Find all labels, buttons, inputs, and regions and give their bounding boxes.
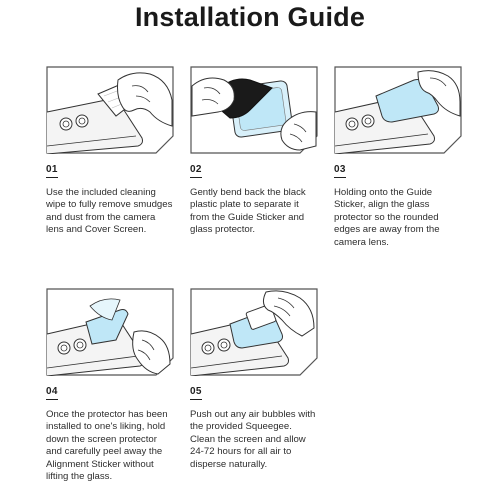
step-2 bbox=[190, 66, 322, 237]
step-5-number: 05 bbox=[190, 386, 202, 400]
step-2-description: Gently bend back the black plastic plate to separate it from the Guide Sticker and glass protector. bbox=[190, 187, 306, 236]
step-3-number: 03 bbox=[334, 164, 346, 178]
step-1-number: 01 bbox=[46, 164, 58, 178]
step-3-illustration bbox=[334, 66, 462, 154]
peel-sticker-illustration bbox=[46, 288, 174, 376]
step-4 bbox=[46, 288, 178, 483]
step-2-illustration bbox=[190, 66, 318, 154]
step-5-illustration bbox=[190, 288, 318, 376]
step-1 bbox=[46, 66, 178, 237]
step-4-illustration bbox=[46, 288, 174, 376]
cleaning-wipe-illustration bbox=[46, 66, 174, 154]
step-5-description: Push out any air bubbles with the provided Squeegee. Clean the screen and allow 24-72 hours for all air to disperse naturally. bbox=[190, 409, 316, 470]
align-protector-illustration bbox=[334, 66, 462, 154]
squeegee-illustration bbox=[190, 288, 318, 376]
step-5 bbox=[190, 288, 322, 471]
step-4-description: Once the protector has been installed to one's liking, hold down the screen protector and carefully peel away the Alignment Sticker without lifting the glass. bbox=[46, 409, 168, 483]
step-2-number: 02 bbox=[190, 164, 202, 178]
step-3-description: Holding onto the Guide Sticker, align the glass protector so the rounded edges are away from the camera lens. bbox=[334, 187, 440, 248]
step-1-description: Use the included cleaning wipe to fully remove smudges and dust from the camera lens and Cover Screen. bbox=[46, 187, 173, 236]
page-title: Installation Guide bbox=[134, 2, 366, 32]
step-1-illustration bbox=[46, 66, 174, 154]
step-3 bbox=[334, 66, 466, 249]
plastic-plate-illustration bbox=[190, 66, 318, 154]
step-4-number: 04 bbox=[46, 386, 58, 400]
